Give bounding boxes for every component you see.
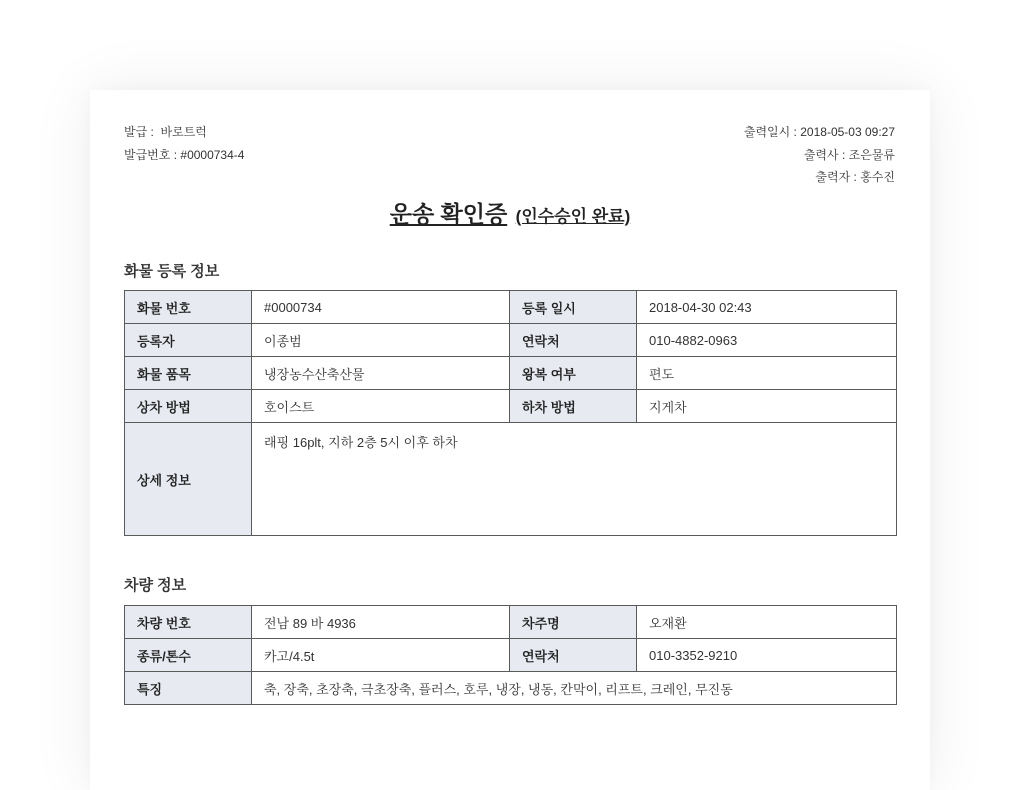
vehicle-features-label: 특징 — [125, 672, 252, 705]
table-row — [125, 291, 897, 324]
table-row — [125, 639, 897, 672]
table-row — [125, 324, 897, 357]
owner-contact-label: 연락처 — [510, 639, 637, 672]
loading-method-label: 상차 방법 — [125, 390, 252, 423]
vehicle-features-value: 축, 장축, 초장축, 극초장축, 플러스, 호루, 냉장, 냉동, 칸막이, 리프트, 크레인, 무진동 — [252, 672, 897, 705]
issuer-label: 발급 : — [124, 125, 154, 139]
table-row — [125, 390, 897, 423]
table-row — [125, 672, 897, 705]
cargo-section-heading: 화물 등록 정보 — [124, 263, 220, 280]
loading-method-value: 호이스트 — [252, 390, 510, 423]
table-row — [125, 423, 897, 536]
print-company-label: 출력사 : — [803, 147, 846, 162]
round-trip-label: 왕복 여부 — [510, 357, 637, 390]
cargo-number-label: 화물 번호 — [125, 291, 252, 324]
issue-number-value: #0000734-4 — [180, 147, 245, 162]
document-sheet — [90, 90, 930, 790]
registrant-contact-label: 연락처 — [510, 324, 637, 357]
table-row — [125, 357, 897, 390]
print-company-line — [744, 147, 895, 170]
printer-line — [744, 169, 895, 192]
vehicle-number-value: 전남 89 바 4936 — [252, 606, 510, 639]
owner-contact-value: 010-3352-9210 — [637, 639, 897, 672]
cargo-info-table — [124, 290, 897, 536]
table-row — [125, 606, 897, 639]
vehicle-section-heading: 차량 정보 — [124, 577, 187, 594]
unloading-method-label: 하차 방법 — [510, 390, 637, 423]
cargo-item-label: 화물 품목 — [125, 357, 252, 390]
printer-label: 출력자 : — [815, 170, 857, 184]
detail-info-label: 상세 정보 — [125, 423, 252, 536]
issue-info — [124, 124, 244, 169]
issuer-line — [124, 124, 244, 147]
owner-name-value: 오재환 — [637, 606, 897, 639]
title-main: 운송 확인증 — [389, 201, 508, 227]
issuer-value: 바로트럭 — [160, 125, 207, 139]
registered-at-value: 2018-04-30 02:43 — [637, 291, 897, 324]
print-info — [744, 124, 895, 192]
registrant-contact-value: 010-4882-0963 — [637, 324, 897, 357]
printed-at-label: 출력일시 : — [743, 125, 797, 139]
printed-at-value: 2018-05-03 09:27 — [800, 125, 895, 139]
registered-at-label: 등록 일시 — [510, 291, 637, 324]
vehicle-type-value: 카고/4.5t — [252, 639, 510, 672]
title-status: (인수승인 완료) — [515, 207, 631, 226]
cargo-item-value: 냉장농수산축산물 — [252, 357, 510, 390]
owner-name-label: 차주명 — [510, 606, 637, 639]
issue-number-label: 발급번호 : — [124, 147, 178, 162]
vehicle-number-label: 차량 번호 — [125, 606, 252, 639]
printer-value: 홍수진 — [860, 170, 895, 184]
document-title — [90, 196, 930, 229]
registrant-label: 등록자 — [125, 324, 252, 357]
print-company-value: 조은물류 — [848, 147, 895, 162]
vehicle-info-table — [124, 605, 897, 705]
registrant-value: 이종범 — [252, 324, 510, 357]
issue-number-line — [124, 147, 244, 170]
printed-at-line — [744, 124, 895, 147]
cargo-number-value: #0000734 — [252, 291, 510, 324]
detail-info-value: 래핑 16plt, 지하 2층 5시 이후 하차 — [252, 423, 897, 536]
unloading-method-value: 지게차 — [637, 390, 897, 423]
round-trip-value: 편도 — [637, 357, 897, 390]
vehicle-type-label: 종류/톤수 — [125, 639, 252, 672]
